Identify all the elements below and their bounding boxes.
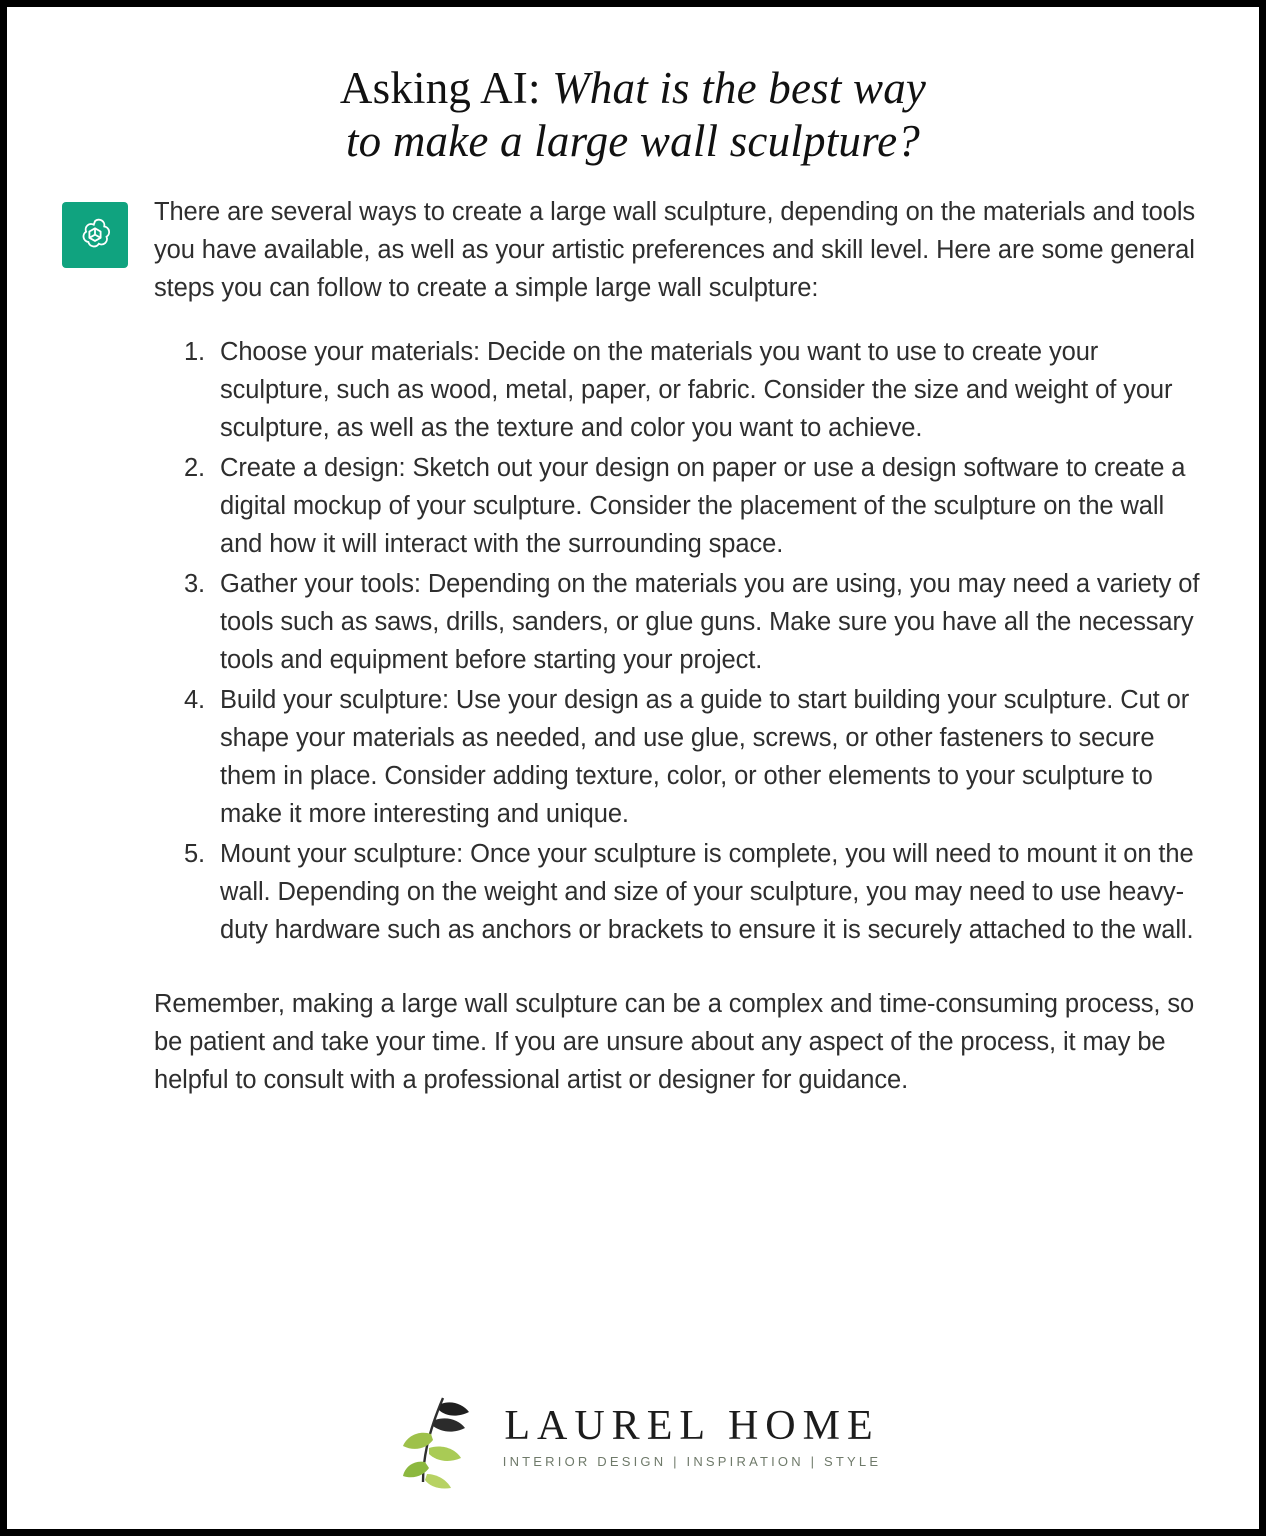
- page-title: [62, 62, 1204, 168]
- list-item: 5. Mount your sculpture: Once your sculpture is complete, you will need to mount it on the wall. Depending on the weight and size of your sculpture, you may need to use heavy-duty hardware such as anchors or brackets to ensure it is securely attached to the wall.: [212, 836, 1204, 950]
- title-emphasis-1: What is the best way: [540, 63, 927, 113]
- outro-block: [62, 986, 1204, 1100]
- logo-wordmark: [502, 1402, 882, 1472]
- leaf-branch-icon: [385, 1382, 497, 1494]
- list-item: 1. Choose your materials: Decide on the materials you want to use to create your sculpture, such as wood, metal, paper, or fabric. Consider the size and weight of your sculpture, as well as the texture and color you want to achieve.: [212, 334, 1204, 448]
- brand-logo: [14, 1382, 1252, 1494]
- list-item: 2. Create a design: Sketch out your design on paper or use a design software to create a digital mockup of your sculpture. Consider the placement of the sculpture on the wall and how it will interact with the surrounding space.: [212, 450, 1204, 564]
- title-line-2: to make a large wall sculpture?: [345, 116, 921, 167]
- page-content: [14, 14, 1252, 1522]
- outro-paragraph: Remember, making a large wall sculpture can be a complex and time-consuming process, so be patient and take your time. If you are unsure about any aspect of the process, it may be helpful to consult with a professional artist or designer for guidance.: [154, 989, 1195, 1094]
- answer-text-column: [154, 194, 1204, 952]
- openai-logo-icon: [74, 214, 116, 256]
- logo-row: [385, 1382, 881, 1494]
- logo-tagline: INTERIOR DESIGN | INSPIRATION | STYLE: [502, 1453, 882, 1469]
- avatar-column: [62, 194, 154, 268]
- steps-list: [154, 334, 1204, 950]
- list-item: 4. Build your sculpture: Use your design as a guide to start building your sculpture. Cut or shape your materials as needed, and use glue, screws, or other fasteners to secure them in place. Consider adding texture, color, or other elements to your sculpture to make it more interesting and unique.: [212, 682, 1204, 834]
- list-item: 3. Gather your tools: Depending on the materials you are using, you may need a variety of tools such as saws, drills, sanders, or glue guns. Make sure you have all the necessary tools and equipment before starting your project.: [212, 566, 1204, 680]
- title-line-1: [62, 62, 1204, 115]
- answer-block: [62, 194, 1204, 952]
- avatar: [62, 202, 128, 268]
- logo-name: LAUREL HOME: [504, 1402, 880, 1449]
- title-prefix: Asking AI:: [339, 63, 541, 113]
- intro-paragraph: There are several ways to create a large wall sculpture, depending on the materials and tools you have available, as well as your artistic preferences and skill level. Here are some general steps you can follow to create a simple large wall sculpture:: [154, 198, 1196, 303]
